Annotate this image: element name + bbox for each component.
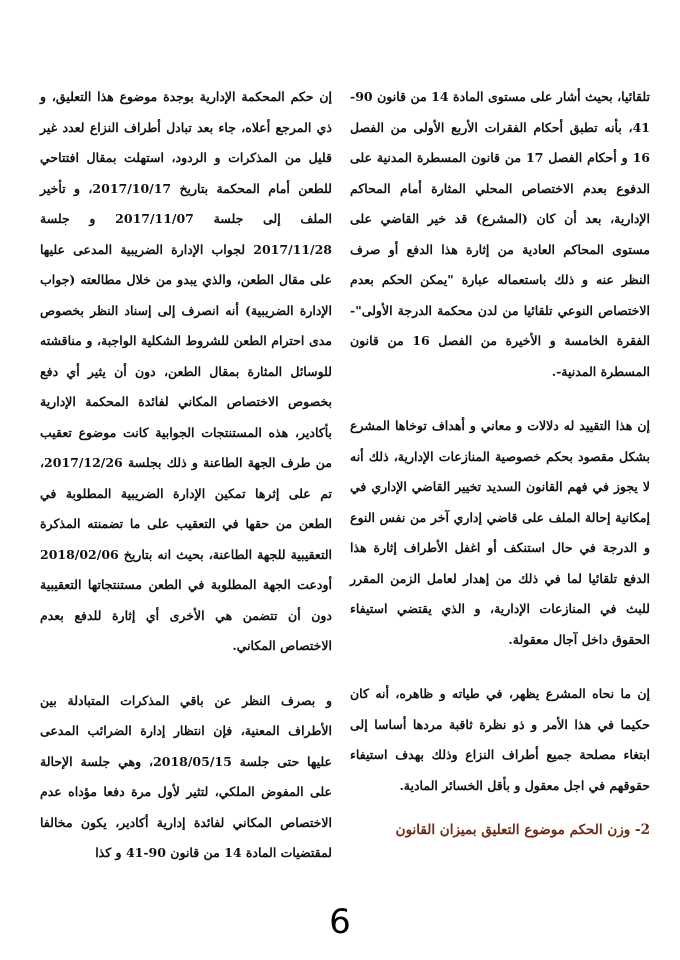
left-column	[40, 82, 332, 869]
paragraph: تلقائيا، بحيث أشار على مستوى المادة 14 من قانون 90-41، بأنه تطبق أحكام الفقرات الأربع الأولى من الفصل 16 و أحكام الفصل 17 من قانون المسطرة المدنية على الدفوع بعدم الاختصاص المحلي المثارة أمام المحاكم الإدارية، بعد أن كان (المشرع) قد خير القاضي على مستوى المحاكم العادية من إثارة هذا الدفع أو صرف النظر عنه و ذلك باستعماله عبارة "يمكن الحكم بعدم الاختصاص النوعي تلقائيا من لدن محكمة الدرجة الأولى"- الفقرة الخامسة و الأخيرة من الفصل 16 من قانون المسطرة المدنية-.	[350, 89, 650, 379]
right-column	[350, 82, 650, 846]
paragraph: و بصرف النظر عن باقي المذكرات المتبادلة بين الأطراف المعنية، فإن انتظار إدارة الضرائب المدعى عليها حتى جلسة 2018/05/15، وهي جلسة الإحالة على المفوض الملكي، لتثير لأول مرة دفعا مؤداه عدم الاختصاص المكاني لفائدة إدارية أكادير، يكون مخالفا لمقتضيات المادة 14 من قانون 90-41 و كذا	[40, 692, 332, 860]
page-number: 6	[329, 902, 351, 942]
paragraph: إن هذا التقييد له دلالات و معاني و أهداف توخاها المشرع بشكل مقصود بحكم خصوصية المنازعات الإدارية، ذلك أنه لا يجوز في فهم القانون السديد تخيير القاضي الإداري في إمكانية إحالة الملف على قاضي إداري آخر من نفس النوع و الدرجة في حال استنكف أو اغفل الأطراف إثارة هذا الدفع تلقائيا لما في ذلك من إهدار لعامل الزمن المقرر للبث في المنازعات الإدارية، و الذي يقتضي استيفاء الحقوق داخل آجال معقولة.	[350, 418, 650, 647]
paragraph: إن ما نحاه المشرع يظهر، في طياته و ظاهره، أنه كان حكيما في هذا الأمر و ذو نظرة ثاقبة مردها أساسا إلى ابتغاء مصلحة جميع أطراف النزاع وذلك بهدف استيفاء حقوقهم في اجل معقول و بأقل الخسائر المادية.	[350, 686, 650, 793]
section-heading: 2- وزن الحكم موضوع التعليق بميزان القانون	[395, 822, 650, 838]
paragraph: إن حكم المحكمة الإدارية بوجدة موضوع هذا التعليق، و ذي المرجع أعلاه، جاء بعد تبادل أطراف النزاع لعدد غير قليل من المذكرات و الردود، استهلت بمقال افتتاحي للطعن أمام المحكمة بتاريخ 2017/10/17، و تأخير الملف إلى جلسة 2017/11/07 و جلسة 2017/11/28 لجواب الإدارة الضريبية المدعى عليها على مقال الطعن، والذي يبدو من خلال مطالعته (جواب الإدارة الضريبية) أنه انصرف إلى إسناد النظر بخصوص مدى احترام الطعن للشروط الشكلية الواجبة، و مناقشته للوسائل المثارة بمقال الطعن، دون أن يثير أي دفع بخصوص الاختصاص المكاني لفائدة المحكمة الإدارية بأكادير، هذه المستنتجات الجوابية كانت موضوع تعقيب من طرف الجهة الطاعنة و ذلك بجلسة 2017/12/26، تم على إثرها تمكين الإدارة الضريبية المطلوبة في الطعن من حقها في التعقيب على ما تضمنته المذكرة التعقيبية للجهة الطاعنة، بحيث انه بتاريخ 2018/02/06 أودعت الجهة المطلوبة في الطعن مستنتجاتها التعقيبية دون أن تتضمن هي الأخرى أي إثارة للدفع بعدم الاختصاص المكاني.	[40, 89, 332, 653]
